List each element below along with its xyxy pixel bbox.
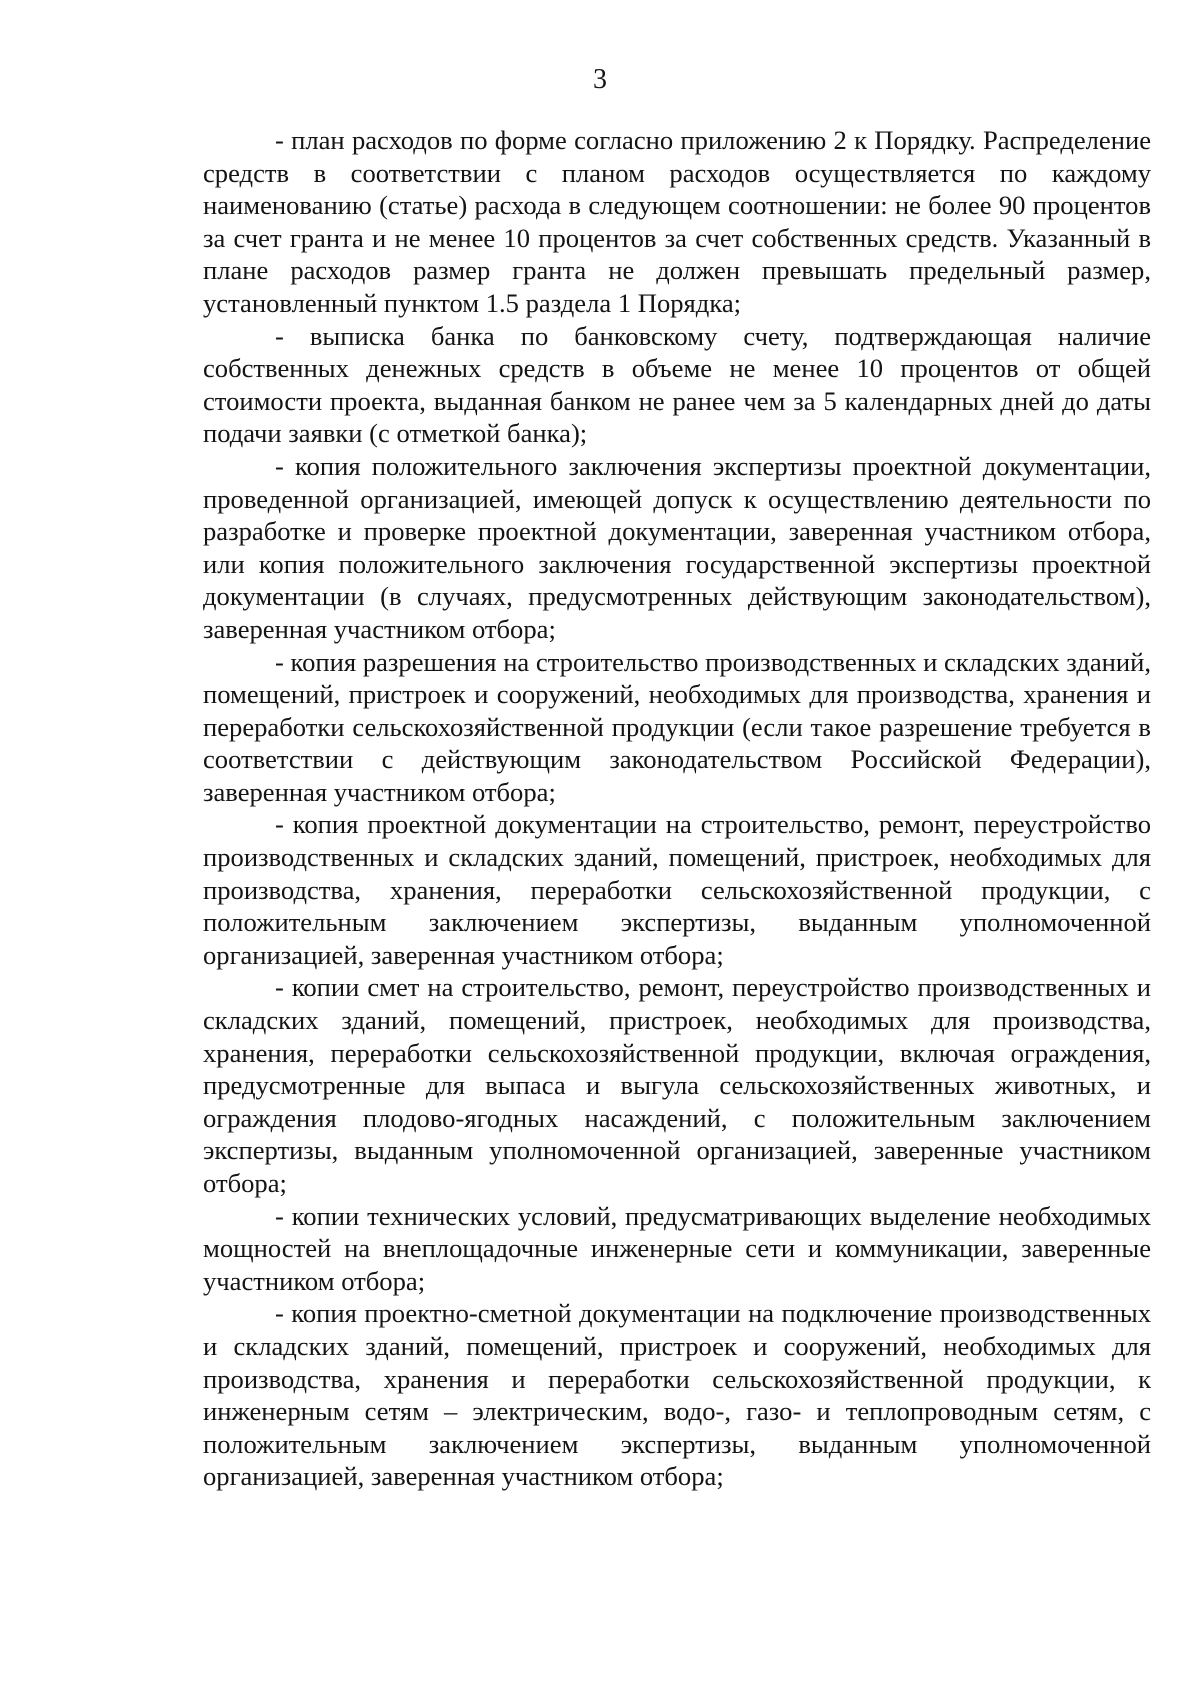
document-body: [203, 124, 1151, 1493]
paragraph-connection-documentation: - копия проектно-сметной документации на подключение производственных и складских зданий, помещений, пристроек и сооружений, необходимых для производства, хранения и переработки сельскохозяйственной продукции, к инженерным сетям – электрическим, водо-, газо- и теплопроводным сетям, с положительным заключением экспертизы, выданным уполномоченной организацией, заверенная участником отбора;: [203, 1298, 1151, 1492]
page-number: 3: [593, 64, 607, 95]
paragraph-construction-permit: - копия разрешения на строительство производственных и складских зданий, помещений, пристроек и сооружений, необходимых для производства, хранения и переработки сельскохозяйственной продукции (если такое разрешение требуется в соответствии с действующим законодательством Российской Федерации), заверенная участником отбора;: [203, 646, 1151, 807]
paragraph-cost-estimates: - копии смет на строительство, ремонт, переустройство производственных и складских зданий, помещений, пристроек, необходимых для производства, хранения, переработки сельскохозяйственной продукции, включая ограждения, предусмотренные для выпаса и выгула сельскохозяйственных животных, и ограждения плодово-ягодных насаждений, с положительным заключением экспертизы, выданным уполномоченной организацией, заверенные участником отбора;: [203, 972, 1151, 1198]
paragraph-technical-conditions: - копии технических условий, предусматривающих выделение необходимых мощностей на внеплощадочные инженерные сети и коммуникации, заверенные участником отбора;: [203, 1200, 1151, 1296]
paragraph-bank-statement: - выписка банка по банковскому счету, подтверждающая наличие собственных денежных средств в объеме не менее 10 процентов от общей стоимости проекта, выданная банком не ранее чем за 5 календарных дней до даты подачи заявки (с отметкой банка);: [203, 320, 1151, 449]
paragraph-expertise-conclusion: - копия положительного заключения экспертизы проектной документации, проведенной организацией, имеющей допуск к осуществлению деятельности по разработке и проверке проектной документации, заверенная участником отбора, или копия положительного заключения государственной экспертизы проектной документации (в случаях, предусмотренных действующим законодательством), заверенная участником отбора;: [203, 450, 1151, 644]
paragraph-expense-plan: - план расходов по форме согласно приложению 2 к Порядку. Распределение средств в соответствии с планом расходов осуществляется по каждому наименованию (статье) расхода в следующем соотношении: не более 90 процентов за счет гранта и не менее 10 процентов за счет собственных средств. Указанный в плане расходов размер гранта не должен превышать предельный размер, установленный пунктом 1.5 раздела 1 Порядка;: [203, 125, 1151, 318]
paragraph-project-documentation: - копия проектной документации на строительство, ремонт, переустройство производственных и складских зданий, помещений, пристроек, необходимых для производства, хранения, переработки сельскохозяйственной продукции, с положительным заключением экспертизы, выданным уполномоченной организацией, заверенная участником отбора;: [203, 809, 1151, 970]
